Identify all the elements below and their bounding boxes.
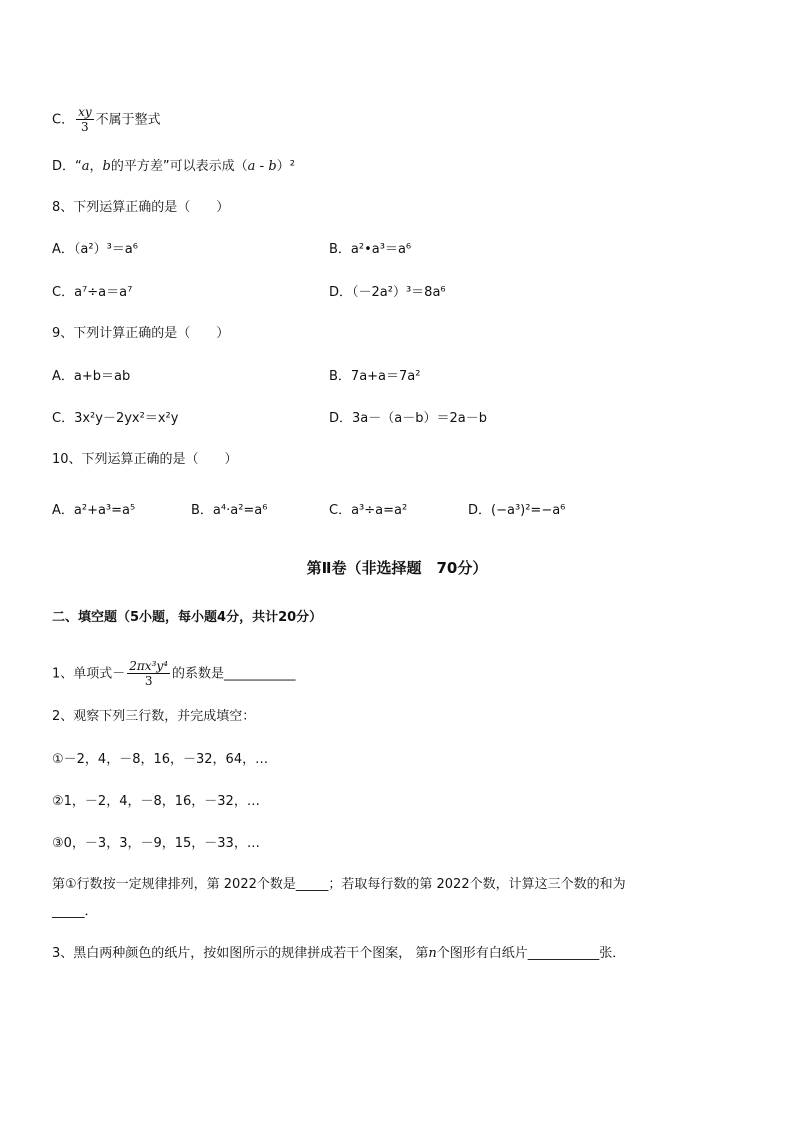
q9-stem: 9、下列计算正确的是（ ） <box>52 326 230 341</box>
minus: - <box>255 159 269 174</box>
q8-option-d: D．（－2a²）³＝8a⁶ <box>329 285 446 300</box>
q8-option-b: B．a²•a³＝a⁶ <box>329 242 412 257</box>
sequence-row-3: ③0，－3，3，－9，15，－33，… <box>52 836 260 851</box>
q9-option-a: A．a+b＝ab <box>52 369 131 384</box>
fraction-xy-over-3: $\frac{xy}{3}$ <box>78 105 92 134</box>
q7-option-c <box>52 106 161 134</box>
q8-option-a: A．（a²）³＝a⁶ <box>52 242 138 257</box>
q1-suffix: 的系数是___________ <box>171 666 296 682</box>
q10-option-a: A．a²+a³=a⁵ <box>52 503 136 518</box>
sequence-row-2: ②1，－2，4，－8，16，－32，… <box>52 794 260 809</box>
option-text: 的平方差”可以表示成（ <box>110 159 248 174</box>
var-a: a <box>81 159 90 174</box>
q3-prefix: 3、黑白两种颜色的纸片，按如图所示的规律拼成若干个图案， 第 <box>52 946 429 961</box>
q10-stem: 10、下列运算正确的是（ ） <box>52 452 238 467</box>
part2-title: 第Ⅱ卷（非选择题 70分） <box>306 559 488 577</box>
var-b: b <box>102 159 111 174</box>
q7-option-d <box>52 158 295 176</box>
fill-q1 <box>52 660 296 688</box>
option-label: C． <box>52 112 75 128</box>
var-n: n <box>428 946 437 961</box>
fill-q2-line-1: 第①行数按一定规律排列，第 2022个数是_____；若取每行数的第 2022个数，计算这三个数的和为 <box>52 877 626 892</box>
q8-stem: 8、下列运算正确的是（ ） <box>52 200 230 215</box>
q9-option-d: D．3a－（a－b）＝2a－b <box>329 411 487 426</box>
q9-option-c: C．3x²y－2yx²＝x²y <box>52 411 179 426</box>
comma: ， <box>89 159 103 174</box>
q1-prefix: 1、单项式－ <box>52 666 126 682</box>
fill-q2-line-2: _____． <box>52 904 98 919</box>
option-label: D． <box>52 159 76 174</box>
fill-q2-stem: 2、观察下列三行数，并完成填空： <box>52 709 256 724</box>
q10-option-d: D．(−a³)²=−a⁶ <box>468 503 566 518</box>
quote-open: “ <box>75 159 82 174</box>
var-a: a <box>247 159 256 174</box>
fraction-monomial: $\frac{\text{2πx³y⁴}}{3}$ <box>129 659 168 688</box>
q10-option-c: C．a³÷a=a² <box>329 503 408 518</box>
sequence-row-1: ①－2，4，－8，16，－32，64，… <box>52 752 269 767</box>
fill-q3 <box>52 945 625 963</box>
var-b: b <box>268 159 277 174</box>
q9-option-b: B．7a+a＝7a² <box>329 369 421 384</box>
option-text: 不属于整式 <box>95 112 161 128</box>
q8-option-c: C．a⁷÷a＝a⁷ <box>52 285 133 300</box>
section-heading: 二、填空题（5小题，每小题4分，共计20分） <box>52 610 323 625</box>
q10-option-b: B．a⁴·a²=a⁶ <box>191 503 268 518</box>
close-paren-square: ）² <box>276 159 295 174</box>
q3-suffix: 个图形有白纸片___________张． <box>436 946 626 961</box>
